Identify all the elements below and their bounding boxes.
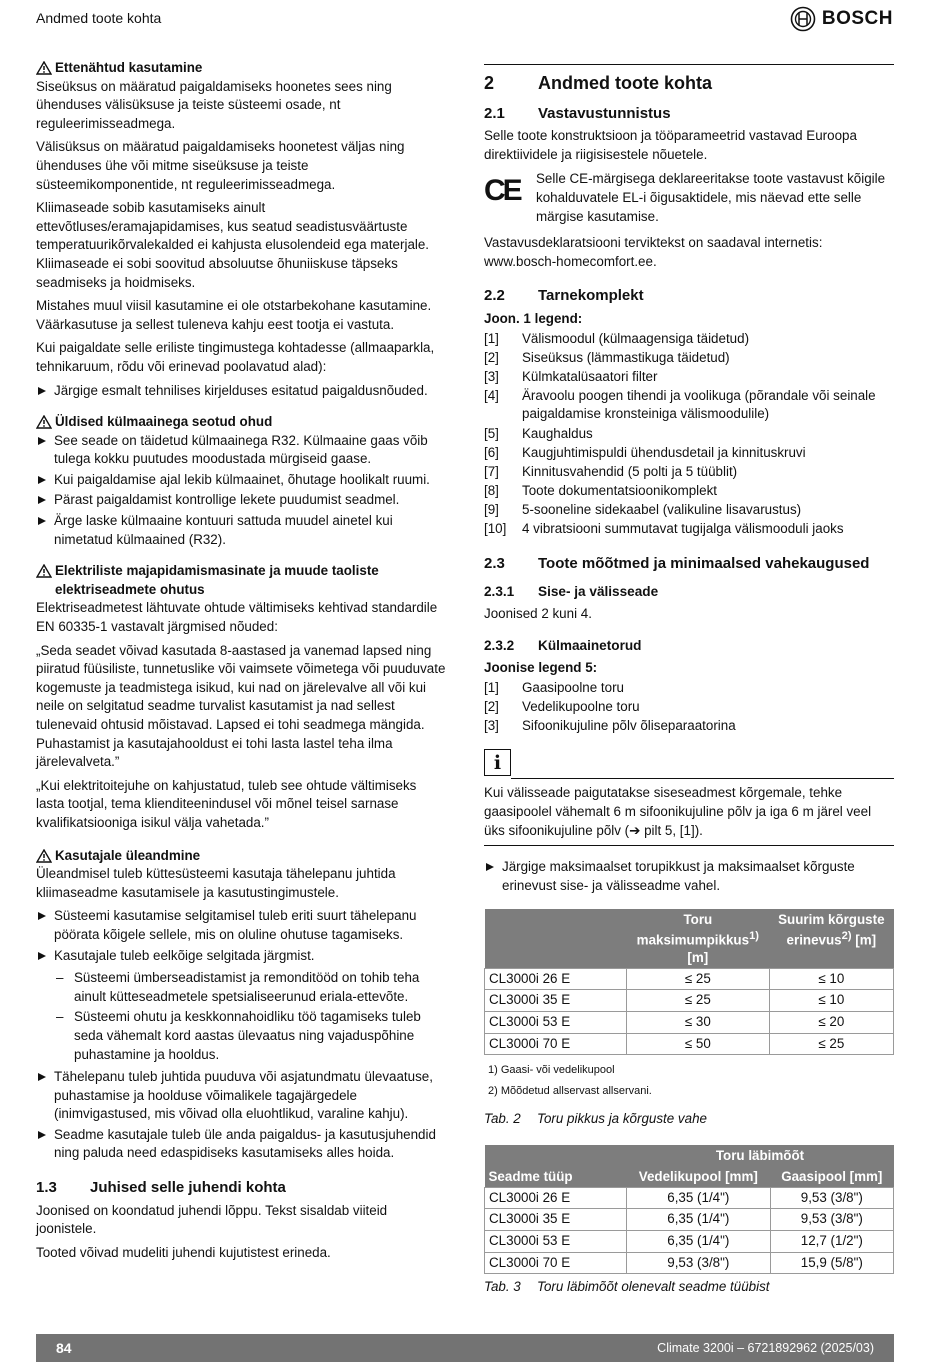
legend-item: [3] Külmkatalüsaatori filter: [484, 368, 658, 384]
paragraph: Mistahes muul viisil kasutamine ei ole otstarbekohane kasutamine. Väärkasutuse ja sellest tuleneva kahju eest tootja ei vastuta.: [36, 298, 432, 332]
paragraph: Üleandmisel tuleb küttesüsteemi kasutaja tähelepanu juhtida kliimaseadme kasutamisele ja kasutustingimustele.: [36, 866, 396, 900]
dash-item: – Süsteemi ümberseadistamist ja remonditööd on tohib teha ainult kütteseadmetele spetsialiseerunud eriala-ettevõte.: [54, 969, 446, 1006]
bullet-list: [36, 382, 446, 401]
warning-icon: [36, 849, 52, 863]
right-column: [484, 64, 894, 1297]
subsection-heading-2-3-1: 2.3.1 Sise- ja välisseade: [484, 584, 659, 600]
bullet-item: Seadme kasutajale tuleb üle anda paigaldus- ja kasutusjuhendid ning paluda need edaspidiseks kasutamiseks alles hoida.: [36, 1126, 446, 1163]
warning-icon: [36, 564, 52, 578]
info-text: Kui välisseade paigutatakse siseseadmest kõrgemale, tehke gaasipoolel vähemalt 6 m sifoonikujuline põlv ja iga 6 m järel veel üks sifoonikujuline põlv (➔ pilt 5, [1]).: [484, 785, 872, 838]
bullet-item: See seade on täidetud külmaainega R32. Külmaaine gaas võib tulega kokku puutudes moodustada mürgiseid gaase.: [36, 432, 446, 469]
page-number: 84: [56, 1339, 72, 1356]
bullet-item: Kasutajale tuleb eelkõige selgitada järgmist.: [36, 947, 446, 966]
legend-item: [7] Kinnitusvahendid (5 polti ja 5 tüüblit): [484, 463, 738, 479]
paragraph: Joonised on koondatud juhendi lõppu. Tekst sisaldab viiteid joonistele.: [36, 1202, 388, 1237]
warning-heading: Üldised külmaainega seotud ohud: [36, 413, 446, 432]
page-footer: [36, 1334, 894, 1362]
legend-item: [5] Kaughaldus: [484, 425, 593, 441]
table-row: CL3000i 53 E ≤ 30 ≤ 20: [485, 1011, 894, 1033]
bosch-armature-icon: [790, 6, 816, 32]
bullet-list: [36, 1068, 446, 1163]
section-heading-2-3: 2.3 Toote mõõtmed ja minimaalsed vahekaugused: [484, 554, 870, 572]
brand-name: BOSCH: [821, 7, 893, 29]
ce-mark-icon: CE: [484, 174, 520, 208]
bullet-item: Pärast paigaldamist kontrollige lekete puudumist seadmel.: [36, 491, 446, 510]
footnote: 2) Mõõdetud allservast allservani.: [488, 1085, 652, 1098]
footnote: 1) Gaasi- või vedelikupool: [488, 1064, 615, 1077]
legend-item: [10] 4 vibratsiooni summutavat tugijalga välismooduli jaoks: [484, 520, 844, 536]
table-row: CL3000i 35 E 6,35 (1/4") 9,53 (3/8"): [485, 1209, 894, 1231]
table-caption: Tab. 3 Toru läbimõõt olenevalt seadme tüübist: [484, 1279, 770, 1295]
paragraph: Elektriseadmetest lähtuvate ohtude vältimiseks kehtivad standardile EN 60335-1 vastavalt järgmised nõuded:: [36, 600, 438, 635]
paragraph: „Seda seadet võivad kasutada 8-aastased ja vanemad lapsed ning piiratud füüsiliste, tunnetuslike või vaimsete võimetega või puuduvate kogemuste ja teadmistega isikud, kui nad on järelevalve all või kui neile on selgitatud seadme turvalist kasutamist ja nad sellest tulenevaid ohtusid mõistavad. Lapsed ei tohi seadmega mängida. Puhastamist ja kasutajahooldust ei tohi lasta lastel teha ilma järelevalveta.”: [36, 642, 446, 770]
bullet-item: Järgige maksimaalset torupikkust ja maksimaalset kõrguste erinevust sise- ja välisseadme vahel.: [484, 858, 894, 895]
subsection-heading-2-3-2: 2.3.2 Külmaainetorud: [484, 638, 642, 654]
chapter-heading: 2 Andmed toote kohta: [484, 64, 894, 93]
section-heading-1-3: 1.3 Juhised selle juhendi kohta: [36, 1179, 286, 1197]
paragraph: Tooted võivad mudeliti juhendi kujutistest erineda.: [36, 1244, 331, 1260]
table-row: CL3000i 70 E ≤ 50 ≤ 25: [485, 1033, 894, 1055]
col-header-gas: Gaasipool [mm]: [770, 1166, 893, 1188]
paragraph: Kliimaseade sobib kasutamiseks ainult ettevõtluses/eramajapidamises, kus seatud seadistusväärtuste temperatuurikõrvalekalded ei kahjusta elusolendeid ega materjale. Kliimaseade ei sobi soovitud absoluutse õhuniiskuse täpseks seadmiseks ja hoidmiseks.: [36, 200, 430, 290]
left-column: [36, 56, 446, 1267]
ce-text: Selle CE-märgisega deklareeritakse toote vastavust kõigile kohalduvatele EL-i õigusaktidele, mis näevad ette selle märgise kasutamise.: [536, 171, 886, 224]
table-caption: Tab. 2 Toru pikkus ja kõrguste vahe: [484, 1111, 707, 1127]
legend-item: [9] 5-sooneline sidekaabel (valikuline lisavarustus): [484, 501, 802, 517]
paragraph: Välisüksus on määratud paigaldamiseks hoonetest väljas ning ühenduses ühe või mitme siseüksuse ja teiste süsteemikomponentide, nt reguleerimisseadmega.: [36, 139, 405, 192]
ce-block: [484, 170, 894, 226]
table-row: CL3000i 26 E ≤ 25 ≤ 10: [485, 968, 894, 990]
col-header-length: Toru maksimumpikkus$^{1)}$ [m]: [627, 909, 770, 968]
legend-item: [6] Kaugjuhtimispuldi ühendusdetail ja kinnituskruvi: [484, 444, 806, 460]
warning-heading: Kasutajale üleandmine: [36, 847, 446, 866]
warning-heading: Ettenähtud kasutamine: [36, 59, 446, 78]
document-reference: Climate 3200i – 6721892962 (2025/03): [657, 1340, 874, 1355]
pipe-diameter-table: [484, 1145, 894, 1274]
dash-list: [36, 969, 446, 1064]
bullet-list: [484, 858, 894, 895]
info-icon: i: [484, 749, 511, 776]
paragraph: Selle toote konstruktsioon ja tööparameetrid vastavad Euroopa direktiividele ja riigisisestele nõuetele.: [484, 128, 857, 162]
legend-list: [484, 330, 894, 539]
col-header-type: Seadme tüüp: [485, 1166, 627, 1188]
bullet-item: Tähelepanu tuleb juhtida puuduva või asjatundmatu ülevaatuse, puhastamise ja hoolduse võimalikele tagajärgedele (inimvigastused, mis võivad olla eluohtlikud, varaline kahju).: [36, 1068, 446, 1124]
running-header: Andmed toote kohta: [36, 10, 162, 26]
legend-title: Joonise legend 5:: [484, 659, 598, 675]
warning-heading: Elektriliste majapidamismasinate ja muude taoliste elektriseadmete ohutus: [36, 562, 446, 599]
divider: [484, 845, 894, 846]
legend-item: [1] Gaasipoolne toru: [484, 679, 624, 695]
bullet-list: [36, 907, 446, 965]
legend-item: [4] Äravoolu poogen tihendi ja voolikuga (põrandale või seinale paigaldamise kronsteiniga välismoodulile): [484, 387, 876, 422]
legend-item: [2] Vedelikupoolne toru: [484, 698, 640, 714]
legend-list: [484, 679, 894, 736]
legend-item: [2] Siseüksus (lämmastikuga täidetud): [484, 349, 730, 365]
paragraph: Vastavusdeklaratsiooni terviktekst on saadaval internetis: www.bosch-homecomfort.ee.: [484, 235, 823, 269]
table-row: CL3000i 35 E ≤ 25 ≤ 10: [485, 990, 894, 1012]
bullet-item: Järgige esmalt tehnilises kirjelduses esitatud paigaldusnõuded.: [36, 382, 446, 401]
legend-item: [8] Toote dokumentatsioonikomplekt: [484, 482, 718, 498]
bullet-item: Süsteemi kasutamise selgitamisel tuleb eriti suurt tähelepanu pöörata kõigele sellele, mis on oluline ohutuse tagamiseks.: [36, 907, 446, 944]
legend-item: [1] Välismoodul (külmaagensiga täidetud): [484, 330, 750, 346]
col-group-header: Toru läbimõõt: [627, 1145, 894, 1166]
bullet-item: Ärge laske külmaaine kontuuri sattuda muudel ainetel kui nimetatud külmaained (R32).: [36, 512, 446, 549]
legend-title: Joon. 1 legend:: [484, 310, 583, 326]
section-heading-2-1: 2.1 Vastavustunnistus: [484, 104, 671, 122]
col-header-height: Suurim kõrguste erinevus$^{2)}$ [m]: [769, 909, 893, 968]
col-header-liquid: Vedelikupool [mm]: [627, 1166, 771, 1188]
paragraph: Joonised 2 kuni 4.: [484, 605, 592, 621]
bullet-item: Kui paigaldamise ajal lekib külmaainet, õhutage hoolikalt ruumi.: [36, 471, 446, 490]
table-row: CL3000i 53 E 6,35 (1/4") 12,7 (1/2"): [485, 1230, 894, 1252]
warning-icon: [36, 415, 52, 429]
bullet-list: [36, 432, 446, 550]
bosch-logo: [790, 6, 893, 32]
info-block: [484, 749, 894, 779]
table-row: CL3000i 70 E 9,53 (3/8") 15,9 (5/8"): [485, 1252, 894, 1274]
section-heading-2-2: 2.2 Tarnekomplekt: [484, 287, 644, 305]
paragraph: Kui paigaldate selle eriliste tingimustega kohtadesse (allmaaparkla, tehnikaruum, rõdu või erinevad poolavatud alad):: [36, 340, 435, 374]
paragraph: „Kui elektritoitejuhe on kahjustatud, tuleb see ohtude vältimiseks lasta tootjal, tema klienditeenindusel või mõnel teisel sarnase kvalifikatsiooniga isikul välja vahetada.”: [36, 777, 417, 830]
pipe-length-table: [484, 909, 894, 1055]
table-row: CL3000i 26 E 6,35 (1/4") 9,53 (3/8"): [485, 1187, 894, 1209]
dash-item: – Süsteemi ohutu ja keskkonnahoidliku töö tagamiseks tuleb seda vähemalt kord aastas ülevaatus ning vajaduspõhine puhastamine ja hooldus.: [54, 1008, 446, 1064]
warning-icon: [36, 61, 52, 75]
legend-item: [3] Sifoonikujuline põlv õliseparaatorina: [484, 717, 736, 733]
paragraph: Siseüksus on määratud paigaldamiseks hoonetes sees ning ühenduses välisüksuse ja teiste süsteemi osade, nt reguleerimisseadmega.: [36, 78, 392, 131]
